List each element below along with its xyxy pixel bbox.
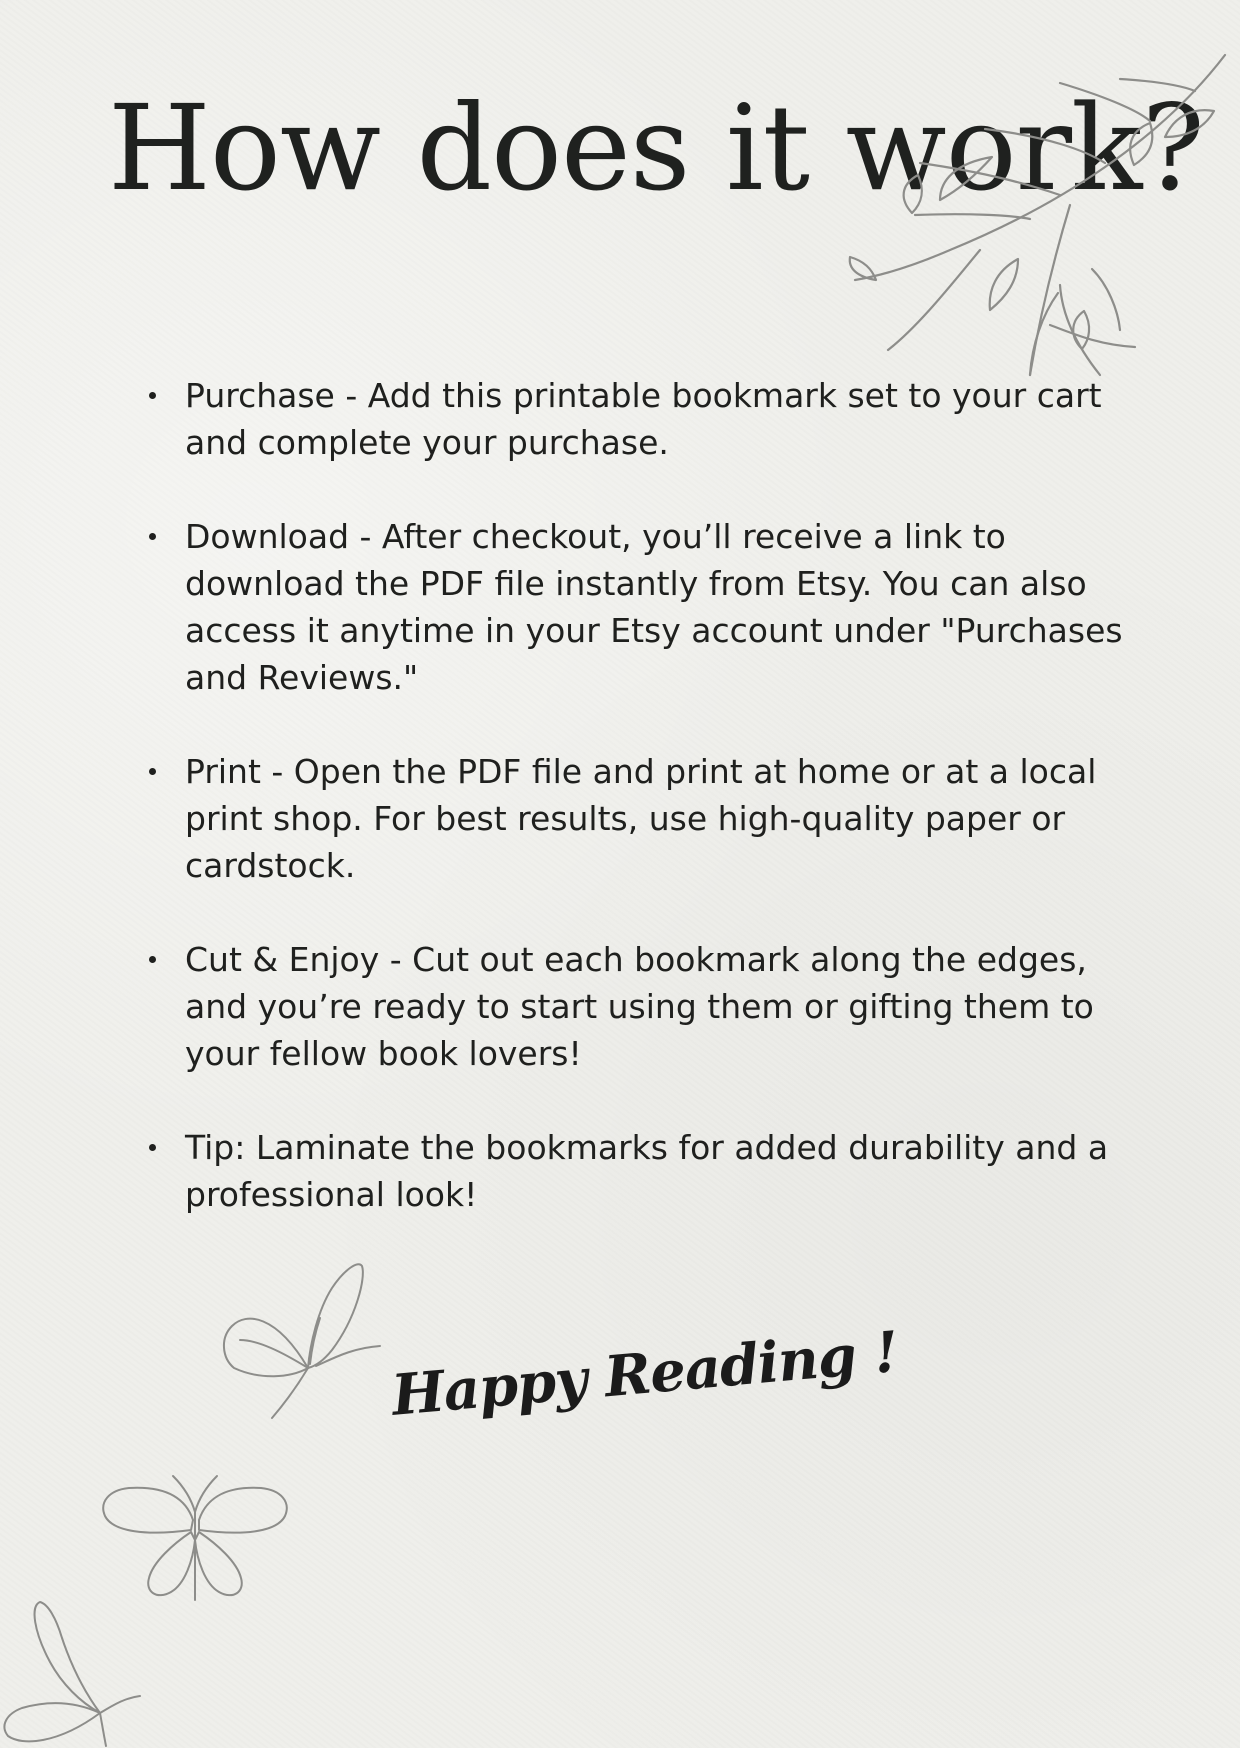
step-text: Print - Open the PDF file and print at home or at a local print shop. For best results, use high-quality paper or cardstock.: [185, 752, 1097, 885]
butterfly-icon: [0, 1598, 150, 1748]
bullet-dot: [149, 392, 156, 399]
signoff-text: Happy Reading !: [389, 1318, 901, 1429]
list-item: [135, 936, 1125, 1077]
list-item: [135, 748, 1125, 889]
bullet-dot: [149, 768, 156, 775]
butterfly-icon: [95, 1460, 295, 1605]
list-item: [135, 1124, 1125, 1218]
steps-list: [135, 372, 1125, 1265]
leaf-branch-icon: [800, 45, 1240, 405]
list-item: [135, 513, 1125, 701]
list-item: [135, 372, 1125, 466]
step-text: Tip: Laminate the bookmarks for added durability and a professional look!: [185, 1128, 1109, 1214]
step-text: Cut & Enjoy - Cut out each bookmark along the edges, and you’re ready to start using them or gifting them to your fellow book lovers!: [185, 940, 1094, 1073]
bullet-dot: [149, 533, 156, 540]
step-text: Download - After checkout, you’ll receive a link to download the PDF file instantly from Etsy. You can also access it anytime in your Etsy account under "Purchases and Reviews.": [185, 517, 1123, 697]
page-title: How does it work?: [108, 79, 1204, 217]
bullet-dot: [149, 956, 156, 963]
butterfly-icon: [220, 1248, 390, 1428]
step-text: Purchase - Add this printable bookmark set to your cart and complete your purchase.: [185, 376, 1102, 462]
bullet-dot: [149, 1144, 156, 1151]
